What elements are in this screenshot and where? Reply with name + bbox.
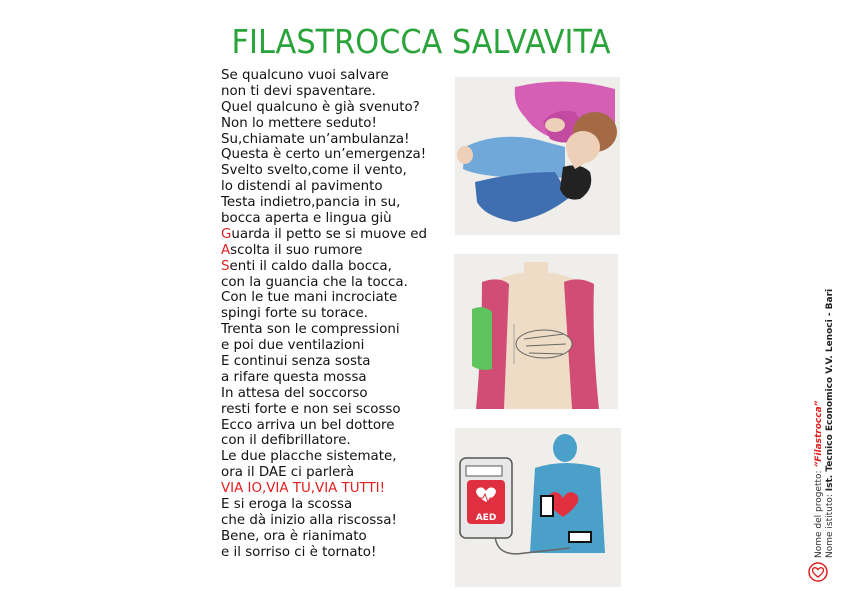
poem-line — [221, 275, 436, 291]
poem-line — [221, 465, 436, 481]
poem-line — [221, 386, 436, 402]
poem-line-text: e il sorriso ci è tornato! — [221, 544, 377, 560]
page-title: FILASTROCCA SALVAVITA — [231, 22, 611, 61]
poem-line — [221, 481, 436, 497]
illustration-chest-compressions — [454, 254, 618, 409]
institute-label: Nome istituto: — [825, 491, 835, 558]
illustration-defibrillator — [455, 428, 621, 587]
poem-initial-letter: A — [221, 242, 231, 258]
poem-highlight-text: VIA IO,VIA TU,VIA TUTTI! — [221, 481, 385, 497]
poem-line-text: Questa è certo un’emergenza! — [221, 147, 427, 163]
poem-line — [221, 529, 436, 545]
poem-line — [221, 195, 436, 211]
aed-label: AED — [475, 513, 497, 523]
poem-line-text: In attesa del soccorso — [221, 385, 368, 401]
poem-line — [221, 354, 436, 370]
poem-line — [221, 418, 436, 434]
poem-line — [221, 370, 436, 386]
poem-line-text: Su,chiamate un’ambulanza! — [221, 131, 410, 147]
poem-line — [221, 116, 436, 132]
poem-line-text: Non lo mettere seduto! — [221, 115, 377, 131]
poem-line-text: E si eroga la scossa — [221, 497, 353, 513]
project-name: “Filastrocca” — [814, 400, 824, 468]
poem-initial-letter: S — [221, 258, 230, 274]
poem-line-text: Con le tue mani incrociate — [221, 290, 398, 306]
defibrillator-drawing — [455, 428, 621, 587]
poem-line-text: e poi due ventilazioni — [221, 338, 365, 354]
poem-line — [221, 497, 436, 513]
heart-logo-icon — [808, 562, 828, 582]
poem-line — [221, 100, 436, 116]
poem-line — [221, 259, 436, 275]
poem-line-text: Le due placche sistemate, — [221, 449, 397, 465]
poem-line-text: Quel qualcuno è già svenuto? — [221, 99, 420, 115]
chest-compressions-drawing — [454, 254, 618, 409]
poem-line-text: con il defibrillatore. — [221, 433, 351, 449]
poem — [221, 68, 436, 561]
institute-name: Ist. Tecnico Economico V.V. Lenoci - Bari — [825, 288, 835, 492]
poem-line — [221, 132, 436, 148]
project-line — [814, 289, 825, 558]
poem-line-text: spingi forte su torace. — [221, 306, 369, 322]
poem-line-text: uarda il petto se si muove ed — [231, 226, 428, 242]
poem-line-text: Svelto svelto,come il vento, — [221, 163, 407, 179]
poem-line — [221, 243, 436, 259]
poem-line — [221, 545, 436, 561]
poem-line-text: che dà inizio alla riscossa! — [221, 512, 397, 528]
poem-line — [221, 449, 436, 465]
poem-line-text: con la guancia che la tocca. — [221, 274, 408, 290]
poem-line-text: resti forte e non sei scosso — [221, 401, 401, 417]
poem-line — [221, 68, 436, 84]
poem-line-text: lo distendi al pavimento — [221, 179, 383, 195]
poem-line-text: Trenta son le compressioni — [221, 322, 400, 338]
poem-line — [221, 338, 436, 354]
project-label: Nome del progetto: — [814, 467, 824, 558]
poem-line-text: Bene, ora è rianimato — [221, 528, 367, 544]
poem-line-text: Ecco arriva un bel dottore — [221, 417, 395, 433]
poem-line-text: bocca aperta e lingua giù — [221, 211, 392, 227]
institute-line — [825, 289, 836, 558]
poem-line — [221, 179, 436, 195]
poem-line-text: non ti devi spaventare. — [221, 83, 376, 99]
sidebar-credits — [806, 288, 842, 590]
illustration-rescue-breath — [455, 77, 620, 235]
poem-line-text: ora il DAE ci parlerà — [221, 465, 355, 481]
poem-line — [221, 84, 436, 100]
poem-line — [221, 163, 436, 179]
credits-text — [814, 289, 836, 558]
poem-line — [221, 227, 436, 243]
poem-line — [221, 290, 436, 306]
poem-line-text: enti il caldo dalla bocca, — [229, 258, 392, 274]
poem-line-text: E continui senza sosta — [221, 354, 371, 370]
poem-line-text: Se qualcuno vuoi salvare — [221, 68, 389, 83]
poem-line — [221, 513, 436, 529]
poem-line — [221, 402, 436, 418]
rescue-breath-drawing — [455, 77, 620, 235]
poem-line-text: a rifare questa mossa — [221, 369, 367, 385]
poem-line — [221, 211, 436, 227]
poem-initial-letter: G — [221, 226, 232, 242]
poem-line — [221, 306, 436, 322]
poem-line-text: scolta il suo rumore — [230, 242, 363, 258]
poem-line — [221, 322, 436, 338]
poem-line — [221, 147, 436, 163]
poem-line-text: Testa indietro,pancia in su, — [221, 195, 401, 211]
poem-line — [221, 433, 436, 449]
